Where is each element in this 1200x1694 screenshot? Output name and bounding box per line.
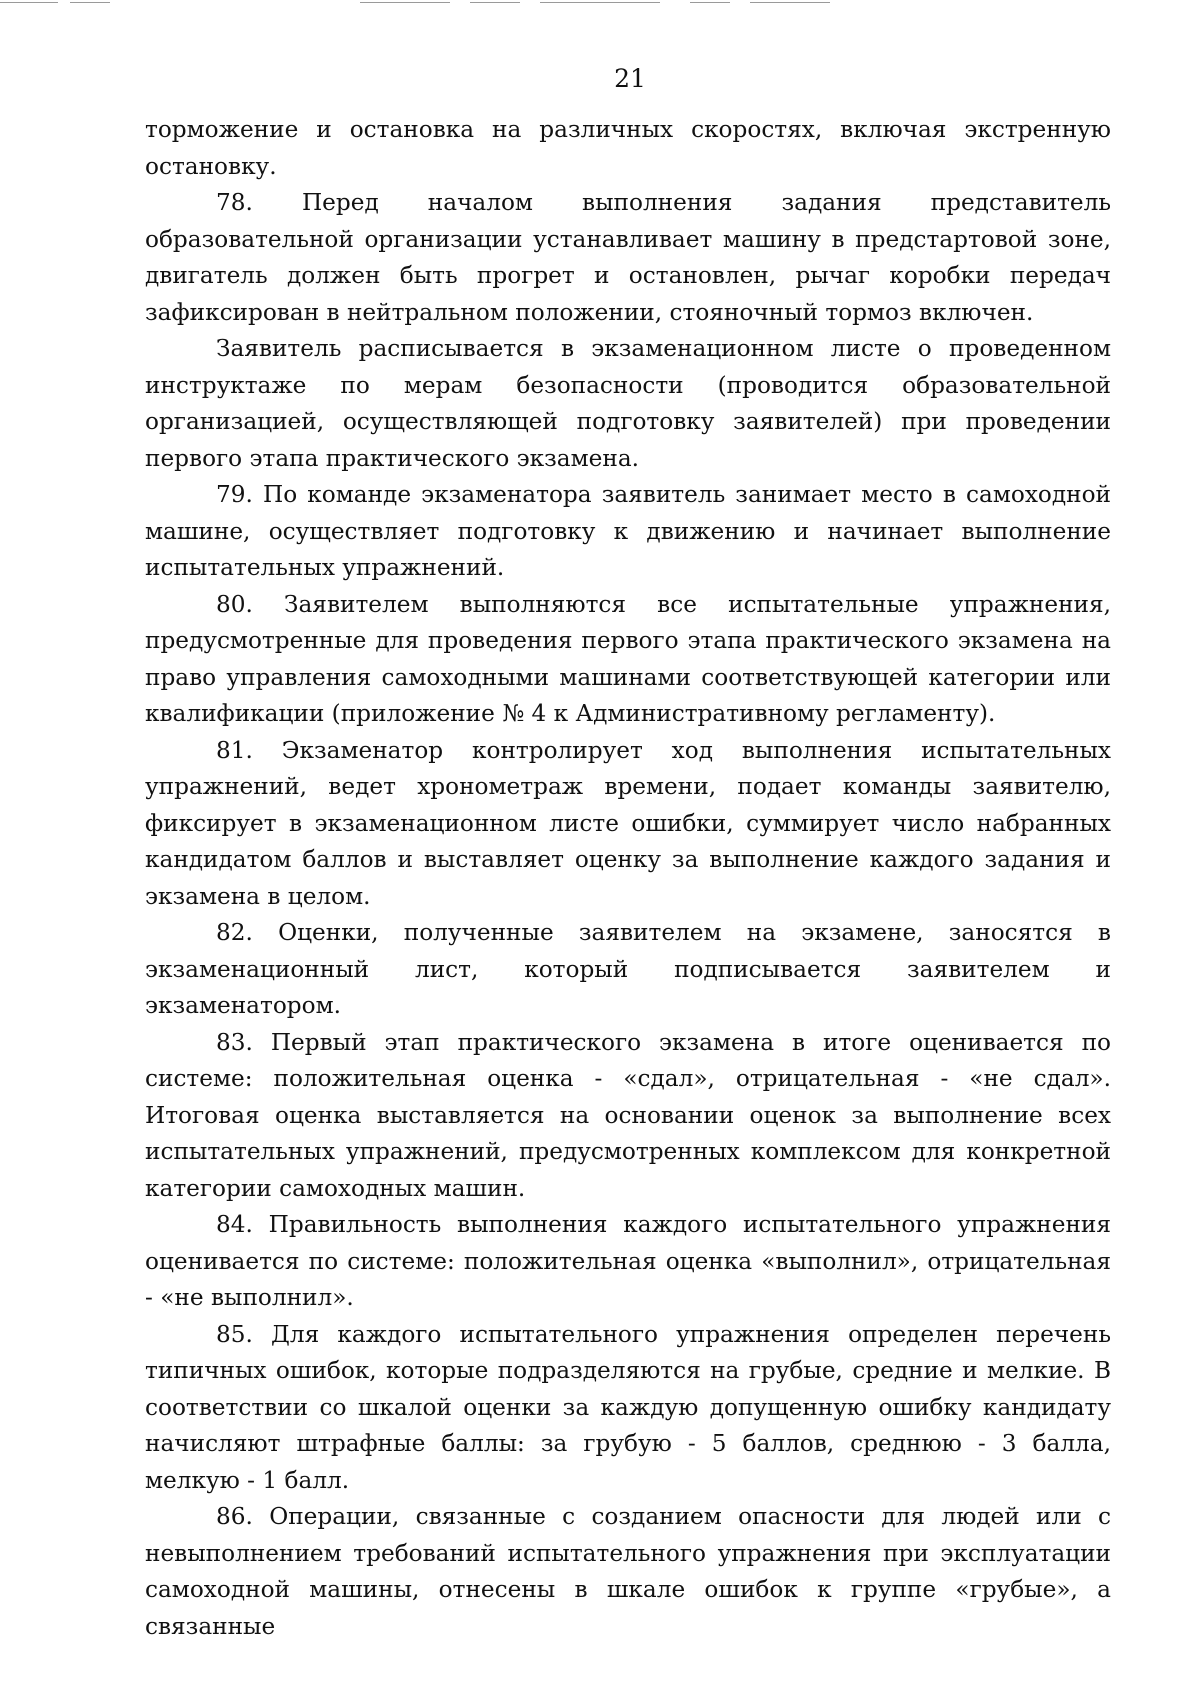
- scan-edge-marks: [0, 0, 1200, 6]
- paragraph-81: 81. Экзаменатор контролирует ход выполнения испытательных упражнений, ведет хронометраж времени, подает команды заявителю, фиксирует в экзаменационном листе ошибки, суммирует число набранных кандидатом баллов и выставляет оценку за выполнение каждого задания и экзамена в целом.: [145, 736, 1111, 910]
- paragraph-80: 80. Заявителем выполняются все испытательные упражнения, предусмотренные для проведения первого этапа практического экзамена на право управления самоходными машинами соответствующей категории или квалификации (приложение № 4 к Административному регламенту).: [145, 590, 1111, 727]
- body-text: [145, 112, 1111, 1645]
- paragraph-84: 84. Правильность выполнения каждого испытательного упражнения оценивается по системе: положительная оценка «выполнил», отрицательная - «не выполнил».: [145, 1211, 1111, 1311]
- paragraph-82: 82. Оценки, полученные заявителем на экзамене, заносятся в экзаменационный лист, который подписывается заявителем и экзаменатором.: [145, 919, 1111, 1019]
- paragraph-continuation: торможение и остановка на различных скоростях, включая экстренную остановку.: [145, 116, 1111, 180]
- paragraph-85: 85. Для каждого испытательного упражнения определен перечень типичных ошибок, которые подразделяются на грубые, средние и мелкие. В соответствии со шкалой оценки за каждую допущенную ошибку кандидату начисляют штрафные баллы: за грубую - 5 баллов, среднюю - 3 балла, мелкую - 1 балл.: [145, 1320, 1111, 1494]
- page-number: 21: [614, 64, 646, 93]
- paragraph-86: 86. Операции, связанные с созданием опасности для людей или с невыполнением требований испытательного упражнения при эксплуатации самоходной машины, отнесены в шкале ошибок к группе «грубые», а связанные: [145, 1503, 1111, 1640]
- paragraph-79: 79. По команде экзаменатора заявитель занимает место в самоходной машине, осуществляет подготовку к движению и начинает выполнение испытательных упражнений.: [145, 481, 1111, 581]
- paragraph-78-applicant: Заявитель расписывается в экзаменационном листе о проведенном инструктаже по мерам безопасности (проводится образовательной организацией, осуществляющей подготовку заявителей) при проведении первого этапа практического экзамена.: [145, 335, 1111, 472]
- paragraph-83: 83. Первый этап практического экзамена в итоге оценивается по системе: положительная оценка - «сдал», отрицательная - «не сдал». Итоговая оценка выставляется на основании оценок за выполнение всех испытательных упражнений, предусмотренных комплексом для конкретной категории самоходных машин.: [145, 1028, 1111, 1202]
- paragraph-78: 78. Перед началом выполнения задания представитель образовательной организации устанавливает машину в предстартовой зоне, двигатель должен быть прогрет и остановлен, рычаг коробки передач зафиксирован в нейтральном положении, стояночный тормоз включен.: [145, 189, 1111, 326]
